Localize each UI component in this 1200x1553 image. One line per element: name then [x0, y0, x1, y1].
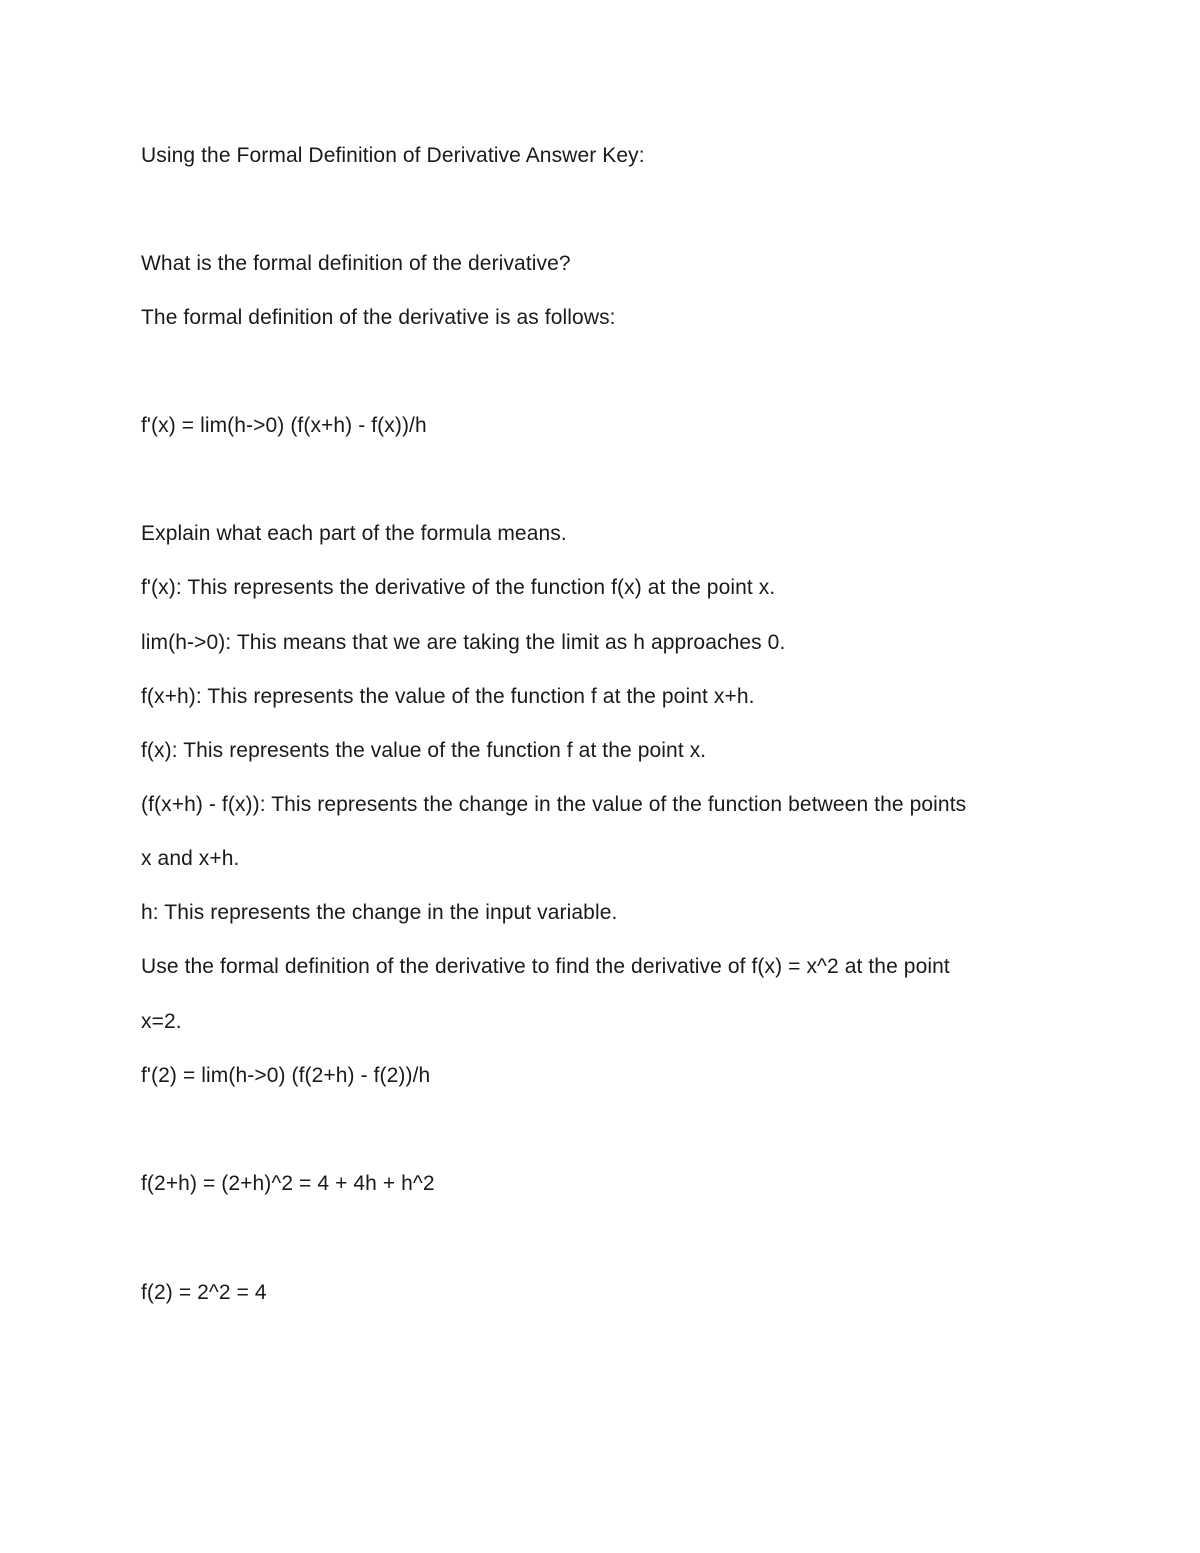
- solution-step-1: f'(2) = lim(h->0) (f(2+h) - f(2))/h: [141, 1064, 431, 1087]
- question-2: Explain what each part of the formula means.: [141, 522, 567, 545]
- question-3-line-2: x=2.: [141, 1010, 182, 1033]
- document-title: Using the Formal Definition of Derivative Answer Key:: [141, 144, 645, 167]
- explanation-item: lim(h->0): This means that we are taking the limit as h approaches 0.: [141, 631, 786, 654]
- explanation-item: f'(x): This represents the derivative of the function f(x) at the point x.: [141, 576, 776, 599]
- answer-1-intro: The formal definition of the derivative is as follows:: [141, 306, 616, 329]
- explanation-item: h: This represents the change in the input variable.: [141, 901, 618, 924]
- question-1: What is the formal definition of the derivative?: [141, 252, 571, 275]
- derivative-formula: f'(x) = lim(h->0) (f(x+h) - f(x))/h: [141, 414, 427, 437]
- solution-step-2: f(2+h) = (2+h)^2 = 4 + 4h + h^2: [141, 1172, 435, 1195]
- question-3-line-1: Use the formal definition of the derivative to find the derivative of f(x) = x^2 at the point: [141, 955, 950, 978]
- explanation-item: f(x+h): This represents the value of the function f at the point x+h.: [141, 685, 755, 708]
- explanation-item: x and x+h.: [141, 847, 240, 870]
- explanation-item: (f(x+h) - f(x)): This represents the change in the value of the function between the points: [141, 793, 967, 816]
- explanation-item: f(x): This represents the value of the function f at the point x.: [141, 739, 707, 762]
- solution-step-3: f(2) = 2^2 = 4: [141, 1281, 267, 1304]
